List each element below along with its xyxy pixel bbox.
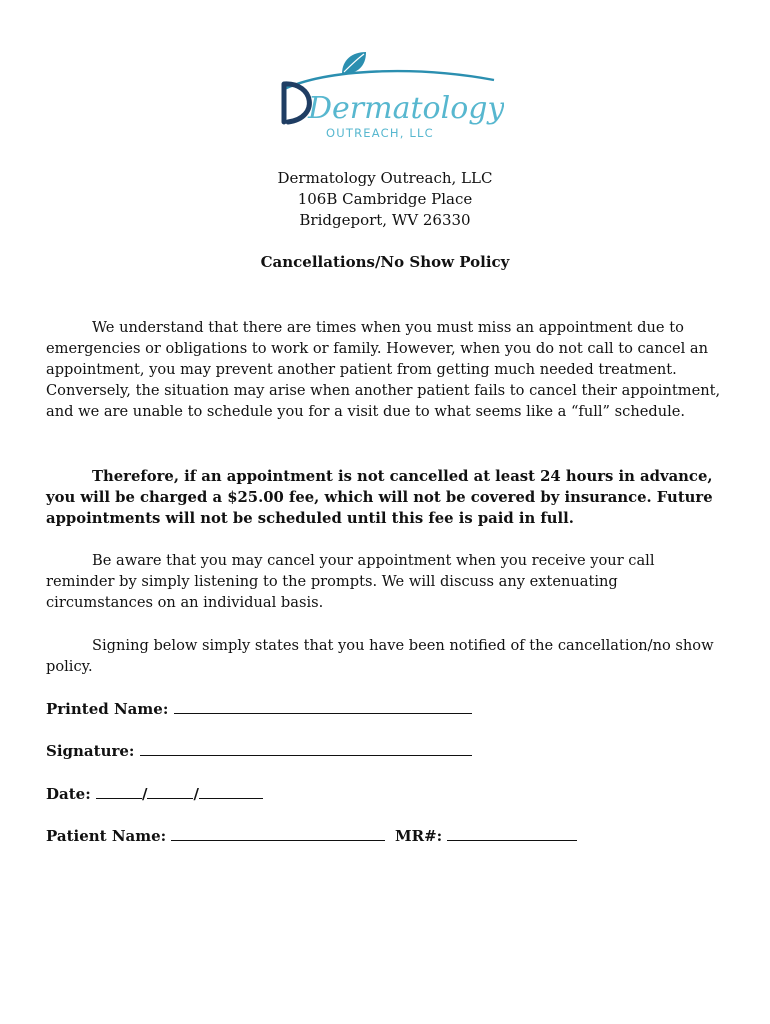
logo-subtext: OUTREACH, LLC xyxy=(326,126,434,140)
paragraph-cancel-info: Be aware that you may cancel your appointment when you receive your call reminder by simply listening to the prompts. We will discuss any extenuating circumstances on an individual basis. xyxy=(46,552,655,611)
logo-graphic xyxy=(268,44,504,148)
address-line-1: Dermatology Outreach, LLC xyxy=(277,169,493,187)
date-separator-1: / xyxy=(141,785,148,803)
date-day-line[interactable] xyxy=(147,784,193,799)
date-field xyxy=(46,784,263,803)
logo-wordmark: Dermatology xyxy=(308,91,504,126)
date-separator-2: / xyxy=(193,785,199,803)
signature-field xyxy=(46,741,472,760)
patient-name-label: Patient Name: xyxy=(46,827,167,845)
paragraph-intro: We understand that there are times when you must miss an appointment due to emergencies or obligations to work or family. However, when you do not call to cancel an appointment, you may prevent another patient from getting much needed treatment. Conversely, the situation may arise when another patient fails to cancel their appointment, and we are unable to schedule you for a visit due to what seems like a “full” schedule. xyxy=(46,319,721,420)
mr-number-field xyxy=(395,826,577,845)
patient-name-line[interactable] xyxy=(171,826,385,841)
address-line-2: 106B Cambridge Place xyxy=(297,190,473,208)
policy-title: Cancellations/No Show Policy xyxy=(260,253,510,271)
address-line-3: Bridgeport, WV 26330 xyxy=(299,211,471,229)
date-year-line[interactable] xyxy=(199,784,263,799)
printed-name-line[interactable] xyxy=(174,699,472,714)
address-block xyxy=(0,168,770,231)
date-month-line[interactable] xyxy=(96,784,142,799)
signature-line[interactable] xyxy=(140,741,472,756)
patient-name-field xyxy=(46,826,385,845)
date-label: Date: xyxy=(46,785,91,803)
paragraph-signing-note: Signing below simply states that you have been notified of the cancellation/no show policy. xyxy=(46,637,714,675)
printed-name-field xyxy=(46,699,472,718)
dermatology-outreach-logo xyxy=(268,44,504,148)
mr-number-line[interactable] xyxy=(447,826,577,841)
mr-number-label: MR#: xyxy=(395,827,443,845)
paragraph-fee-policy: Therefore, if an appointment is not cancelled at least 24 hours in advance, you will be charged a $25.00 fee, which will not be covered by insurance. Future appointments will not be scheduled until this fee is paid in full. xyxy=(46,468,713,527)
printed-name-label: Printed Name: xyxy=(46,700,169,718)
signature-label: Signature: xyxy=(46,742,135,760)
